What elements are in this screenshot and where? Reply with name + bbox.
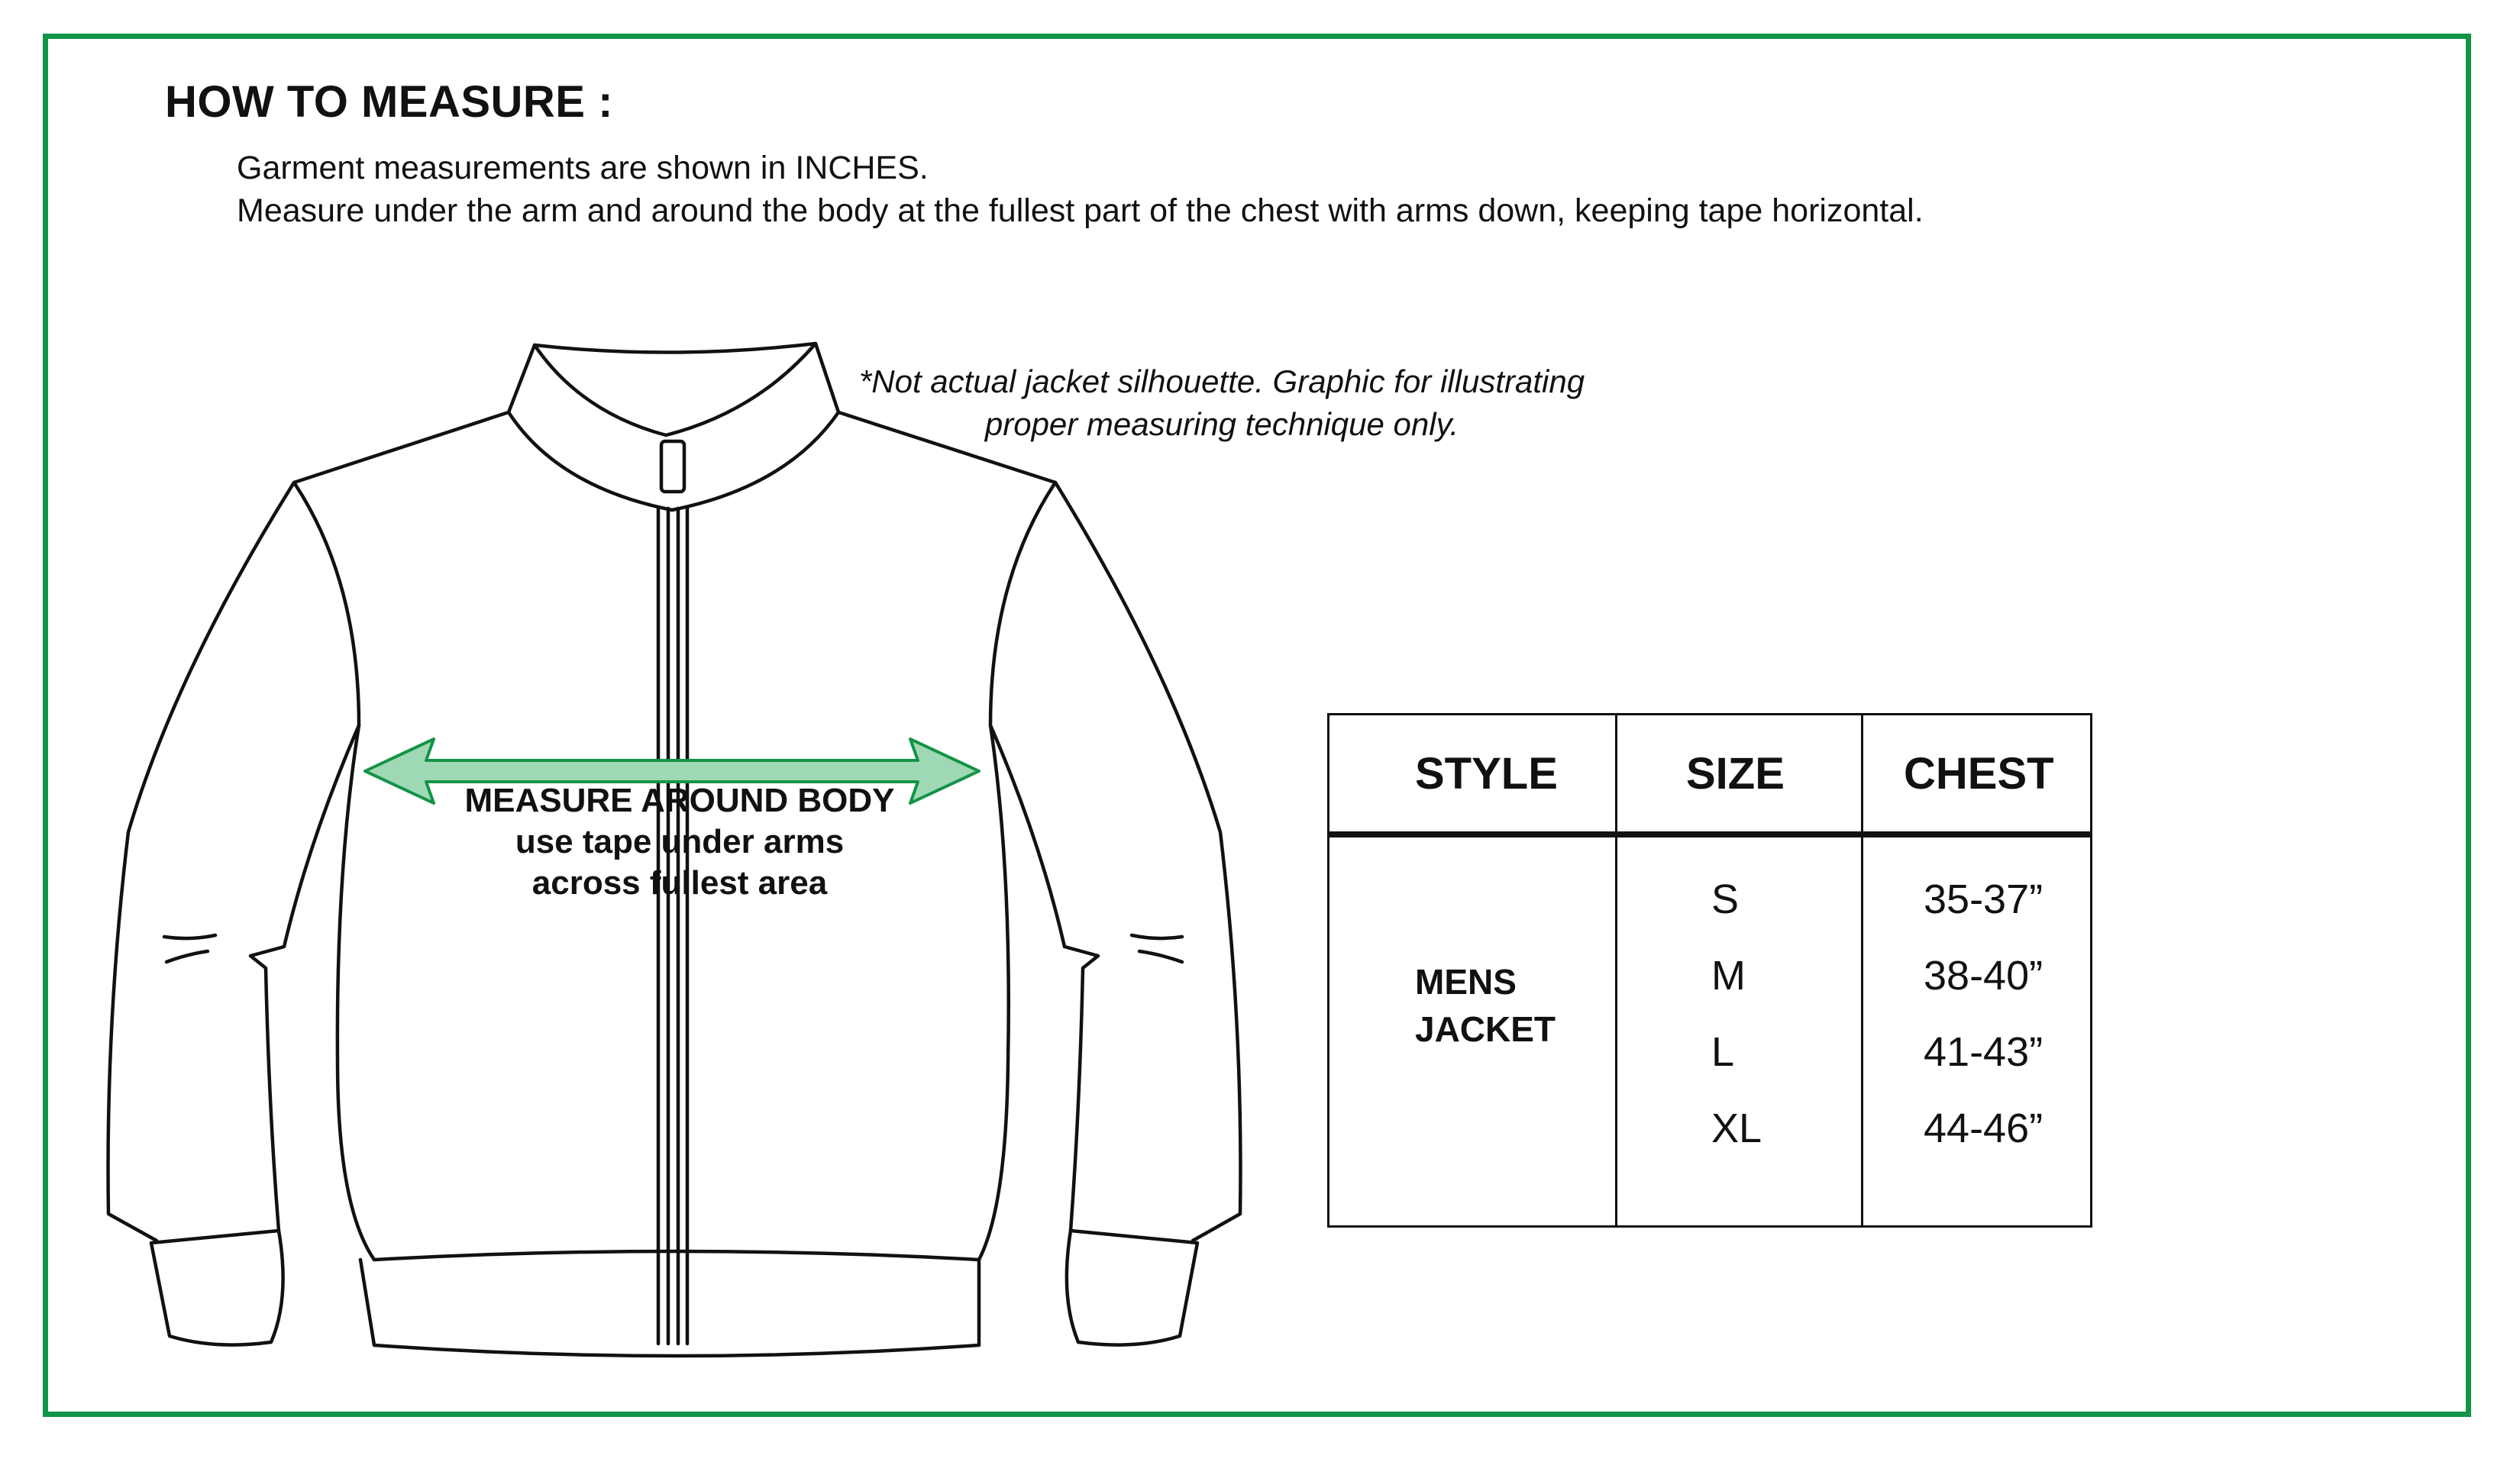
collar-inner [535, 344, 816, 435]
left-sleeve-outer [108, 482, 294, 1241]
silhouette-note [809, 360, 1634, 446]
size-cell: S [1711, 876, 1740, 922]
column-divider [1861, 715, 1863, 1225]
style-line: JACKET [1415, 1009, 1556, 1049]
chest-cell: 44-46” [1924, 1105, 2043, 1151]
page-title: HOW TO MEASURE : [165, 77, 613, 127]
left-sleeve-crease [164, 935, 215, 962]
header-chest: CHEST [1904, 748, 2054, 799]
zipper-tape [658, 508, 687, 1344]
chest-cell: 41-43” [1924, 1029, 2043, 1075]
size-chart-table [1327, 713, 2092, 1228]
measure-line: MEASURE AROUND BODY [464, 782, 895, 819]
instruction-line: Garment measurements are shown in INCHES. [237, 150, 929, 186]
note-line: *Not actual jacket silhouette. Graphic for illustrating [858, 363, 1585, 399]
note-line: proper measuring technique only. [984, 406, 1459, 442]
chest-cell: 38-40” [1924, 953, 2043, 999]
style-cell [1415, 958, 1556, 1053]
right-sleeve-inner [990, 725, 1098, 1231]
right-sleeve-outer [1055, 482, 1240, 1241]
left-shoulder [294, 412, 509, 482]
size-cell: XL [1711, 1105, 1762, 1151]
size-cell: M [1711, 953, 1746, 999]
chest-cell: 35-37” [1924, 876, 2043, 922]
zipper-pull [661, 441, 684, 492]
left-cuff [151, 1231, 283, 1345]
header-size: SIZE [1686, 748, 1785, 799]
right-sleeve-crease [1132, 935, 1182, 962]
column-divider [1615, 715, 1617, 1225]
style-line: MENS [1415, 962, 1517, 1002]
size-cell: L [1711, 1029, 1735, 1075]
instruction-line: Measure under the arm and around the body at the fullest part of the chest with arms down, keeping tape horizontal. [237, 192, 1924, 229]
header-style: STYLE [1415, 748, 1558, 799]
header-rule [1329, 831, 2090, 838]
measure-caption [412, 780, 947, 904]
right-cuff [1067, 1231, 1197, 1345]
measure-line: across fullest area [531, 864, 828, 902]
measure-line: use tape under arms [515, 823, 845, 860]
